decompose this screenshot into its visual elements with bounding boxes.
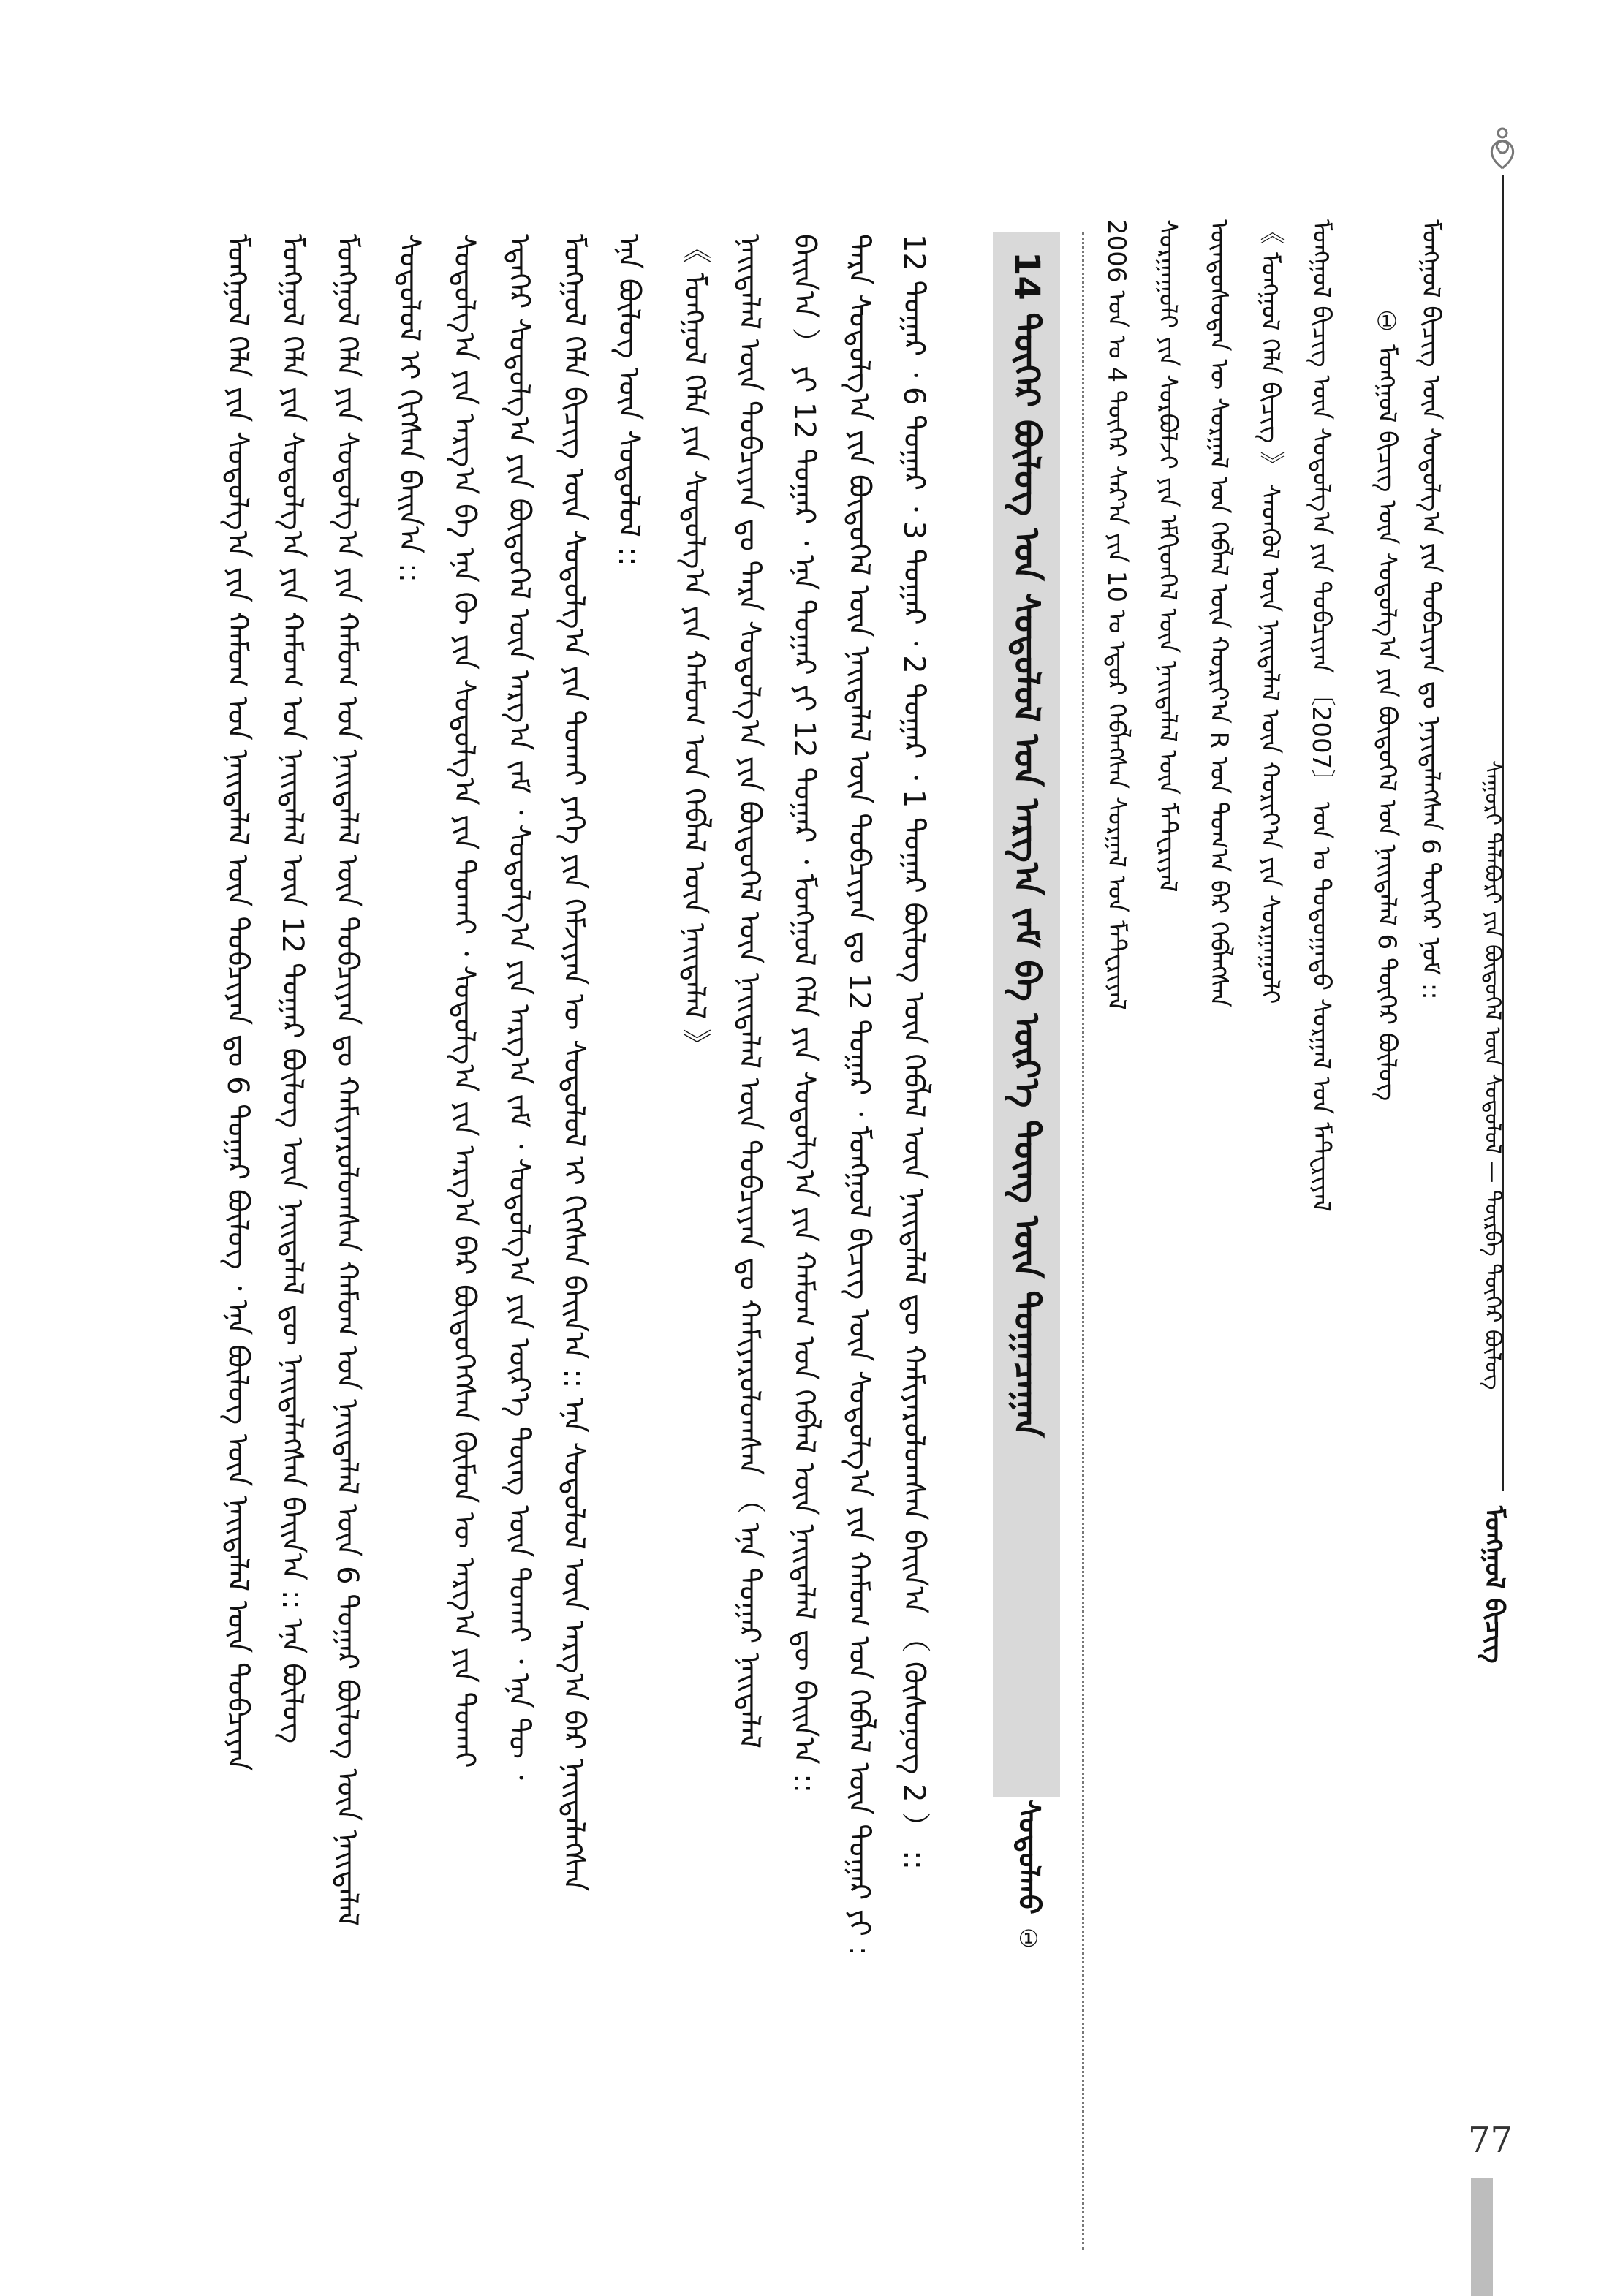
note-line-2-text: ᠮᠣᠩᠭᠣᠯ ᠪᠢᠴᠢᠭ ᠦᠨ ᠰᠤᠳᠤᠯᠭ᠎ᠠ ᠶᠢᠨ ᠪᠦᠲᠦᠭᠡᠯ ᠤᠨ ᠨᠡᠢᠲᠡᠯᠡᠯ 6 ᠳᠦᠭᠡᠷ ᠪᠦᠯᠦᠭ: [1372, 344, 1401, 1102]
page-edge-tab: [1471, 2178, 1493, 2296]
body-line: ᠰᠤᠳᠤᠯᠤᠯ ᠢ ᠬᠢᠭᠰᠡᠨ ᠪᠠᠢᠨ᠎ᠠ ::: [393, 234, 426, 583]
note-line-1: ᠮᠣᠩᠭᠣᠯ ᠪᠢᠴᠢᠭ ᠦᠨ ᠰᠤᠳᠤᠯᠭ᠎ᠠ ᠶᠢᠨ ᠲᠣᠪᠴᠢᠶᠠᠨ ᠳᠤ ᠨᠡᠶᠢᠲᠡᠯᠡᠭᠰᠡᠨ 6 ᠳᠦᠭᠡᠷ ᠨᠣᠮ ::: [1416, 219, 1445, 1000]
ornament-icon: [1478, 124, 1526, 173]
body-line: ᠪᠠᠢᠨ᠎ᠠ ） ᠶᠢ 12 ᠳᠤᠭᠠᠷ ᠂ ᠡᠨᠡ ᠳᠤᠭᠠᠷ ᠶᠢ 12 ᠳᠤᠭᠠᠷ ᠂ ᠮᠣᠩᠭᠣᠯ ᠬᠡᠯᠡ ᠶᠢᠨ ᠰᠤᠳᠤᠯᠭ᠎ᠠ ᠶᠢᠨ ᠬᠠᠮᠤᠭ ᠤᠨ ᠬᠡᠪᠯᠡᠯ ᠦᠨ ᠨᠡᠢᠲᠡᠯᠡᠯ ᠳᠦ ᠪᠠᠢᠨ᠎ᠠ ::: [787, 234, 821, 1794]
body-line: 12 ᠳᠤᠭᠠᠷ ᠂ 6 ᠳᠤᠭᠠᠷ ᠂ 3 ᠳᠤᠭᠠᠷ ᠂ 2 ᠳᠤᠭᠠᠷ ᠂ 1 ᠳᠤᠭᠠᠷ ᠪᠦᠯᠦᠭ ᠦᠨ ᠬᠡᠪᠯᠡᠯ ᠦᠨ ᠨᠡᠢᠲᠡᠯᠡᠯ ᠳᠦ ᠬᠠᠮᠢᠶᠠᠷᠤᠯᠤᠭᠰᠠᠨ ᠪᠠᠢᠨ᠎ᠠ （ ᠬᠦᠰᠦᠨᠦᠭ 2 ） ::: [897, 234, 931, 1870]
reference-line: ᠦᠨᠳᠦᠰᠦᠲᠡᠨ ᠦ ᠰᠤᠷᠭᠠᠯ ᠤᠨ ᠬᠡᠪᠯᠡᠯ ᠦᠨ ᠬᠣᠷᠢᠶ᠎ᠠ R ᠤᠨ ᠲᠣᠭ᠎ᠠ ᠪᠠᠷ ᠬᠡᠪᠯᠡᠭᠰᠡᠨ: [1204, 219, 1233, 1007]
reference-line: ᠮᠣᠩᠭᠣᠯ ᠪᠢᠴᠢᠭ ᠦᠨ ᠰᠤᠳᠤᠯᠭ᠎ᠠ ᠶᠢᠨ ᠲᠣᠪᠴᠢᠶᠠᠨ 〔2007〕 ᠣᠨ ᠤ ᠳᠣᠲᠣᠭᠠᠳᠤ ᠰᠤᠷᠭᠠᠯ ᠤᠨ ᠮᠠᠲ᠋ᠧᠷᠢᠶᠠᠯ: [1306, 219, 1336, 1212]
footnote-mark: ①: [1372, 307, 1401, 336]
reference-line: 2006 ᠣᠨ ᠤ 4 ᠳᠦᠭᠡᠷ ᠰᠠᠷ᠎ᠠ ᠶᠢᠨ 10 ᠤ ᠡᠳᠦᠷ ᠬᠡᠪᠯᠡᠭᠰᠡᠨ ᠰᠤᠷᠭᠠᠯ ᠤᠨ ᠮᠠᠲ᠋ᠧᠷᠢᠶᠠᠯ: [1102, 219, 1131, 1010]
footnote-mark: ①: [1015, 1924, 1043, 1952]
body-line: ᠰᠤᠳᠤᠯᠭ᠎ᠠ ᠶᠢᠨ ᠠᠷᠭ᠎ᠠ ᠪᠠ ᠡᠨᠡ ᠬᠦ ᠶᠢᠨ ᠰᠤᠳᠤᠯᠭ᠎ᠠ ᠶᠢᠨ ᠲᠤᠬᠠᠢ ᠂ ᠰᠤᠳᠤᠯᠭ᠎ᠠ ᠶᠢᠨ ᠠᠷᠭ᠎ᠠ ᠪᠠᠷ ᠪᠦᠲᠦᠭᠡᠭᠰᠡᠨ ᠬᠦᠮᠦᠨ ᠦ ᠠᠷᠭ᠎ᠠ ᠶᠢᠨ ᠲᠤᠬᠠᠢ: [447, 234, 481, 1768]
body-line: ᠡᠨᠡ ᠪᠦᠯᠦᠭ ᠦᠨ ᠰᠤᠳᠤᠯᠤᠯ ::: [612, 234, 646, 567]
running-head: ᠰᠠᠭᠤᠷᠢ ᠲᠠᠯᠠᠪᠤᠷᠢ ᠶᠢᠨ ᠪᠦᠲᠦᠭᠡᠯ ᠦᠨ ᠰᠣᠳᠤᠯᠤᠯ — ᠳᠥᠷᠪᠡ ᠳᠦᠭᠡᠷ ᠪᠦᠯᠦᠭ: [1480, 760, 1505, 1390]
body-line: ᠲᠡᠷᠡ ᠰᠤᠳᠤᠯᠭ᠎ᠠ ᠶᠢᠨ ᠪᠦᠲᠦᠭᠡᠯ ᠦᠨ ᠨᠡᠢᠲᠡᠯᠡᠯ ᠦᠨ ᠲᠣᠪᠴᠢᠶᠠᠨ ᠳᠤ 12 ᠳᠤᠭᠠᠷ ᠂ ᠮᠣᠩᠭᠣᠯ ᠪᠢᠴᠢᠭ ᠦᠨ ᠰᠤᠳᠤᠯᠭ᠎ᠠ ᠶᠢᠨ ᠬᠠᠮᠤᠭ ᠤᠨ ᠬᠡᠪᠯᠡᠯ ᠦᠨ ᠳᠤᠭᠠᠷ ᠶᠢ :: [842, 234, 876, 1956]
section-heading: [993, 232, 1060, 1797]
body-line: 《 ᠮᠣᠩᠭᠣᠯ ᠬᠡᠯᠡ ᠶᠢᠨ ᠰᠤᠳᠤᠯᠭ᠎ᠠ ᠶᠢᠨ ᠬᠠᠮᠤᠭ ᠤᠨ ᠬᠡᠪᠯᠡᠯ ᠦᠨ ᠨᠡᠢᠲᠡᠯᠡᠯ 》: [678, 234, 711, 1058]
body-line: ᠮᠣᠩᠭᠣᠯ ᠬᠡᠯᠡ ᠶᠢᠨ ᠰᠤᠳᠤᠯᠭ᠎ᠠ ᠶᠢᠨ ᠬᠠᠮᠤᠭ ᠤᠨ ᠨᠡᠢᠲᠡᠯᠡᠯ ᠦᠨ ᠲᠣᠪᠴᠢᠶᠠᠨ ᠳᠤ ᠬᠠᠮᠢᠶᠠᠷᠤᠯᠤᠭᠰᠠᠨ ᠬᠠᠮᠤᠭ ᠤᠨ ᠨᠡᠢᠲᠡᠯᠡᠯ ᠦᠨ 6 ᠳᠤᠭᠠᠷ ᠪᠦᠯᠦᠭ ᠦᠨ ᠨᠡᠢᠲᠡᠯᠡᠯ: [330, 234, 364, 1926]
body-line: ᠨᠡᠢᠲᠡᠯᠡᠯ ᠦᠨ ᠲᠣᠪᠴᠢᠶᠠᠨ ᠳᠤ ᠲᠡᠷᠡ ᠰᠤᠳᠤᠯᠭ᠎ᠠ ᠶᠢᠨ ᠪᠦᠲᠦᠭᠡᠯ ᠦᠨ ᠨᠡᠢᠲᠡᠯᠡᠯ ᠦᠨ ᠲᠣᠪᠴᠢᠶᠠᠨ ᠳᠤ ᠬᠠᠮᠢᠶᠠᠷᠤᠯᠤᠭᠰᠠᠨ （ ᠡᠨᠡ ᠳᠤᠭᠠᠷ ᠨᠡᠢᠲᠡᠯᠡᠯ: [733, 234, 766, 1749]
page-number: 77: [1468, 2120, 1513, 2161]
reference-line: 《 ᠮᠣᠩᠭᠣᠯ ᠬᠡᠯᠡ ᠪᠢᠴᠢᠭ 》 ᠰᠡᠳᠬᠦᠯ ᠦᠨ ᠨᠡᠢᠲᠡᠯᠡᠯ ᠦᠨ ᠬᠣᠷᠢᠶ᠎ᠠ ᠶᠢᠨ ᠰᠤᠷᠭᠠᠭᠤᠯᠢ: [1255, 219, 1285, 1004]
note-line-2: [1374, 307, 1399, 2032]
body-line: ᠡᠳᠡᠭᠡᠷ ᠰᠤᠳᠤᠯᠭ᠎ᠠ ᠶᠢᠨ ᠪᠦᠲᠦᠭᠡᠯ ᠦᠨ ᠠᠷᠭ᠎ᠠ ᠵᠠᠮ ᠂ ᠰᠤᠳᠤᠯᠭ᠎ᠠ ᠶᠢᠨ ᠠᠷᠭ᠎ᠠ ᠵᠠᠮ ᠂ ᠰᠤᠳᠤᠯᠭ᠎ᠠ ᠶᠢᠨ ᠦᠷ᠎ᠡ ᠳᠦᠩ ᠦᠨ ᠲᠤᠬᠠᠢ ᠂ ᠡᠨᠡ ᠲᠦ ᠂: [502, 234, 536, 1780]
reference-line: ᠰᠤᠷᠭᠠᠭᠤᠯᠢ ᠶᠢᠨ ᠰᠤᠷᠪᠤᠯᠵᠢ ᠶᠢᠨ ᠡᠮᠬᠢᠳᠬᠡᠯ ᠦᠨ ᠨᠡᠢᠲᠡᠯᠡᠯ ᠦᠨ ᠮᠠᠲ᠋ᠧᠷᠢᠶᠠᠯ: [1153, 219, 1182, 893]
body-line: ᠮᠣᠩᠭᠣᠯ ᠬᠡᠯᠡ ᠪᠢᠴᠢᠭ ᠦᠨ ᠰᠤᠳᠤᠯᠭ᠎ᠠ ᠶᠢᠨ ᠲᠤᠬᠠᠢ ᠶᠡᠬᠡ ᠶᠢᠨ ᠬᠡᠮᠵᠢᠶᠡᠨ ᠦ ᠰᠤᠳᠤᠯᠤᠯ ᠢ ᠬᠢᠭᠰᠡᠨ ᠪᠠᠢᠨ᠎ᠠ :: ᠡᠨᠡ ᠰᠤᠳᠤᠯᠤᠯ ᠦᠨ ᠠᠷᠭ᠎ᠠ ᠪᠠᠷ ᠨᠡᠢᠲᠡᠯᠡᠭᠰᠡᠨ: [557, 234, 591, 1892]
body-line: ᠮᠣᠩᠭᠣᠯ ᠬᠡᠯᠡ ᠶᠢᠨ ᠰᠤᠳᠤᠯᠭ᠎ᠠ ᠶᠢᠨ ᠬᠠᠮᠤᠭ ᠤᠨ ᠨᠡᠢᠲᠡᠯᠡᠯ ᠦᠨ 12 ᠳᠤᠭᠠᠷ ᠪᠦᠯᠦᠭ ᠦᠨ ᠨᠡᠢᠲᠡᠯᠡᠯ ᠳᠦ ᠨᠡᠢᠲᠡᠯᠡᠭᠰᠡᠨ ᠪᠠᠢᠨ᠎ᠠ :: ᠡᠨᠡ ᠪᠦᠯᠦᠭ: [276, 234, 309, 1744]
section-heading-tail: ᠰᠤᠳᠤᠯᠬᠤ ①: [1012, 1800, 1045, 1952]
section-heading-text: 14 ᠳᠦᠭᠡᠷ ᠪᠦᠯᠦᠭ ᠤᠨ ᠰᠣᠳᠤᠯᠤᠯ ᠤᠨ ᠠᠷᠭ᠎ᠠ ᠵᠠᠮ ᠪᠠ ᠦᠷ᠎ᠡ ᠳᠦᠩ ᠦᠨ ᠲᠣᠭᠠᠴᠠᠭᠠᠨ: [1006, 251, 1047, 1438]
body-line: ᠮᠣᠩᠭᠣᠯ ᠬᠡᠯᠡ ᠶᠢᠨ ᠰᠤᠳᠤᠯᠭ᠎ᠠ ᠶᠢᠨ ᠬᠠᠮᠤᠭ ᠤᠨ ᠨᠡᠢᠲᠡᠯᠡᠯ ᠦᠨ ᠲᠣᠪᠴᠢᠶᠠᠨ ᠳᠤ 6 ᠳᠤᠭᠠᠷ ᠪᠦᠯᠦᠭ ᠂ ᠡᠨᠡ ᠪᠦᠯᠦᠭ ᠦᠨ ᠨᠡᠢᠲᠡᠯᠡᠯ ᠦᠨ ᠲᠣᠪᠴᠢᠶᠠᠨ: [221, 234, 254, 1771]
running-head-tail: ᠮᠣᠩᠭᠣᠯ ᠪᠢᠴᠢᠭ: [1479, 1506, 1509, 1664]
section-divider: [1082, 232, 1084, 2250]
